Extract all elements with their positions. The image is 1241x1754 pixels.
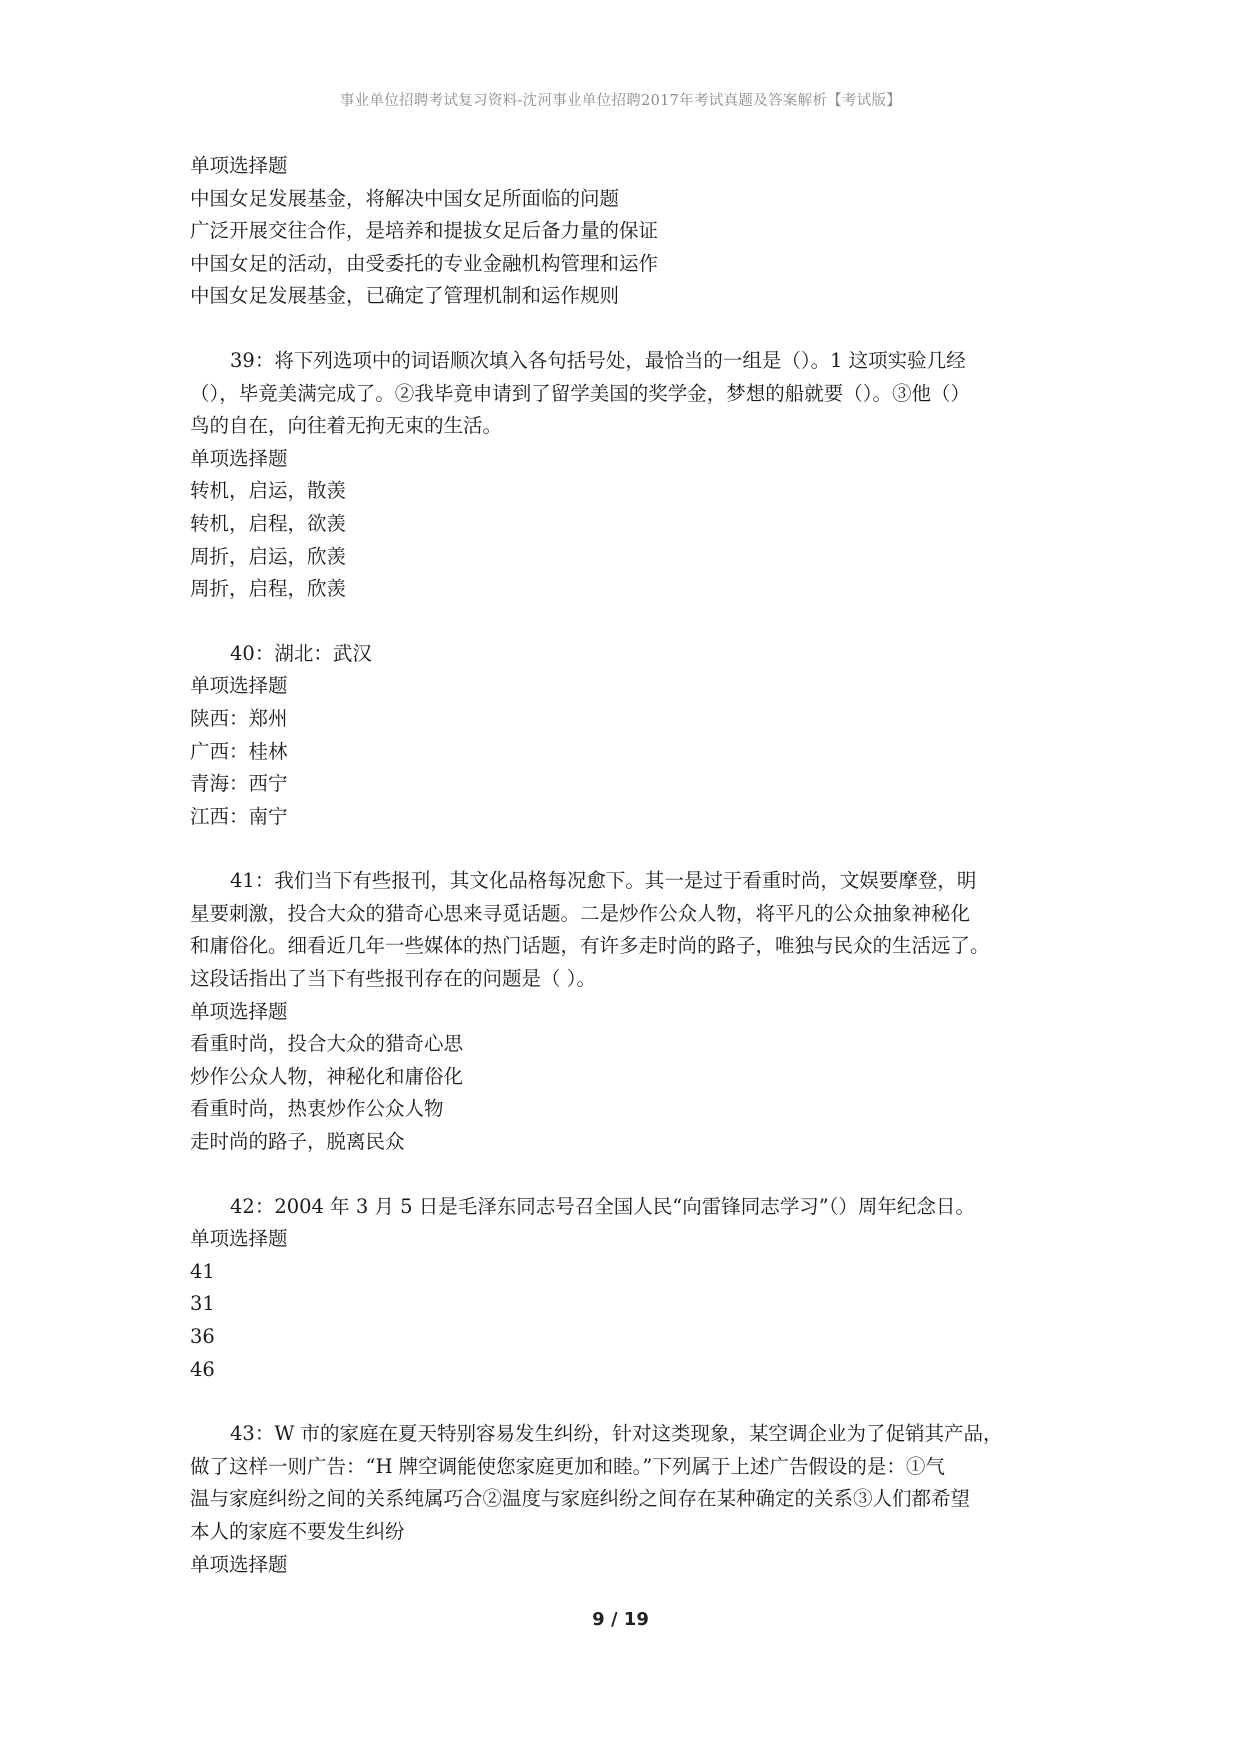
option-a: 转机，启运，散羡 — [190, 479, 347, 503]
option-b: 广西：桂林 — [190, 739, 288, 763]
option-d: 周折，启程，欣羡 — [190, 577, 347, 601]
question-stem-line: 42：2004 年 3 月 5 日是毛泽东同志号召全国人民“向雷锋同志学习”（）周年纪念日。 — [230, 1194, 975, 1218]
option-a: 41 — [190, 1259, 215, 1283]
option-a: 看重时尚，投合大众的猎奇心思 — [190, 1032, 464, 1056]
option-a: 中国女足发展基金，将解决中国女足所面临的问题 — [190, 186, 620, 210]
question-type-label: 单项选择题 — [190, 1552, 288, 1576]
question-type-label: 单项选择题 — [190, 1227, 288, 1251]
option-d: 46 — [190, 1357, 215, 1381]
question-type-label: 单项选择题 — [190, 674, 288, 698]
question-stem-line: 温与家庭纠纷之间的关系纯属巧合②温度与家庭纠纷之间存在某种确定的关系③人们都希望 — [190, 1487, 971, 1511]
option-b: 广泛开展交往合作，是培养和提拔女足后备力量的保证 — [190, 219, 659, 243]
question-type-label: 单项选择题 — [190, 154, 288, 177]
question-stem-line: 和庸俗化。细看近几年一些媒体的热门话题，有许多走时尚的路子，唯独与民众的生活远了。 — [190, 934, 990, 958]
option-c: 周折，启运，欣羡 — [190, 544, 347, 568]
question-stem-line: 星要刺激，投合大众的猎奇心思来寻觅话题。二是炒作公众人物，将平凡的公众抽象神秘化 — [190, 901, 971, 925]
question-type-label: 单项选择题 — [190, 446, 288, 470]
option-c: 看重时尚，热衷炒作公众人物 — [190, 1097, 444, 1121]
question-stem-line: 鸟的自在，向往着无拘无束的生活。 — [190, 414, 503, 438]
option-c: 36 — [190, 1325, 215, 1348]
option-d: 走时尚的路子，脱离民众 — [190, 1130, 405, 1154]
question-stem-line: （），毕竟美满完成了。②我毕竟申请到了留学美国的奖学金，梦想的船就要（）。③他（） — [190, 381, 971, 405]
question-type-label: 单项选择题 — [190, 999, 288, 1023]
page-content — [190, 150, 1070, 1581]
question-stem-line: 43：W 市的家庭在夏天特别容易发生纠纷，针对这类现象，某空调企业为了促销其产品， — [230, 1422, 1003, 1446]
running-header: 事业单位招聘考试复习资料-沈河事业单位招聘2017年考试真题及答案解析【考试版】 — [339, 93, 902, 109]
question-stem-line: 本人的家庭不要发生纠纷 — [190, 1519, 405, 1543]
question-39 — [190, 345, 1070, 606]
page-number: 9 / 19 — [592, 1609, 649, 1630]
option-c: 中国女足的活动，由受委托的专业金融机构管理和运作 — [190, 251, 659, 275]
question-42 — [190, 1191, 1070, 1387]
option-d: 中国女足发展基金，已确定了管理机制和运作规则 — [190, 284, 620, 308]
question-stem-line: 41：我们当下有些报刊，其文化品格每况愈下。其一是过于看重时尚，文娱要摩登，明 — [230, 869, 977, 893]
question-stem-line: 这段话指出了当下有些报刊存在的问题是（ ）。 — [190, 967, 596, 991]
question-40 — [190, 638, 1070, 834]
option-c: 青海：西宁 — [190, 772, 288, 796]
option-b: 炒作公众人物，神秘化和庸俗化 — [190, 1064, 464, 1088]
question-stem-line: 做了这样一则广告：“H 牌空调能使您家庭更加和睦。”下列属于上述广告假设的是：①气 — [190, 1454, 945, 1478]
question-continuation — [190, 150, 1070, 313]
question-41 — [190, 865, 1070, 1158]
question-43 — [190, 1418, 1070, 1581]
option-b: 31 — [190, 1292, 215, 1316]
option-a: 陕西：郑州 — [190, 706, 288, 730]
option-b: 转机，启程，欲羡 — [190, 511, 347, 535]
question-stem-line: 40：湖北：武汉 — [230, 641, 372, 665]
option-d: 江西：南宁 — [190, 804, 288, 828]
question-stem-line: 39：将下列选项中的词语顺次填入各句括号处，最恰当的一组是（）。1 这项实验几经 — [230, 348, 966, 372]
